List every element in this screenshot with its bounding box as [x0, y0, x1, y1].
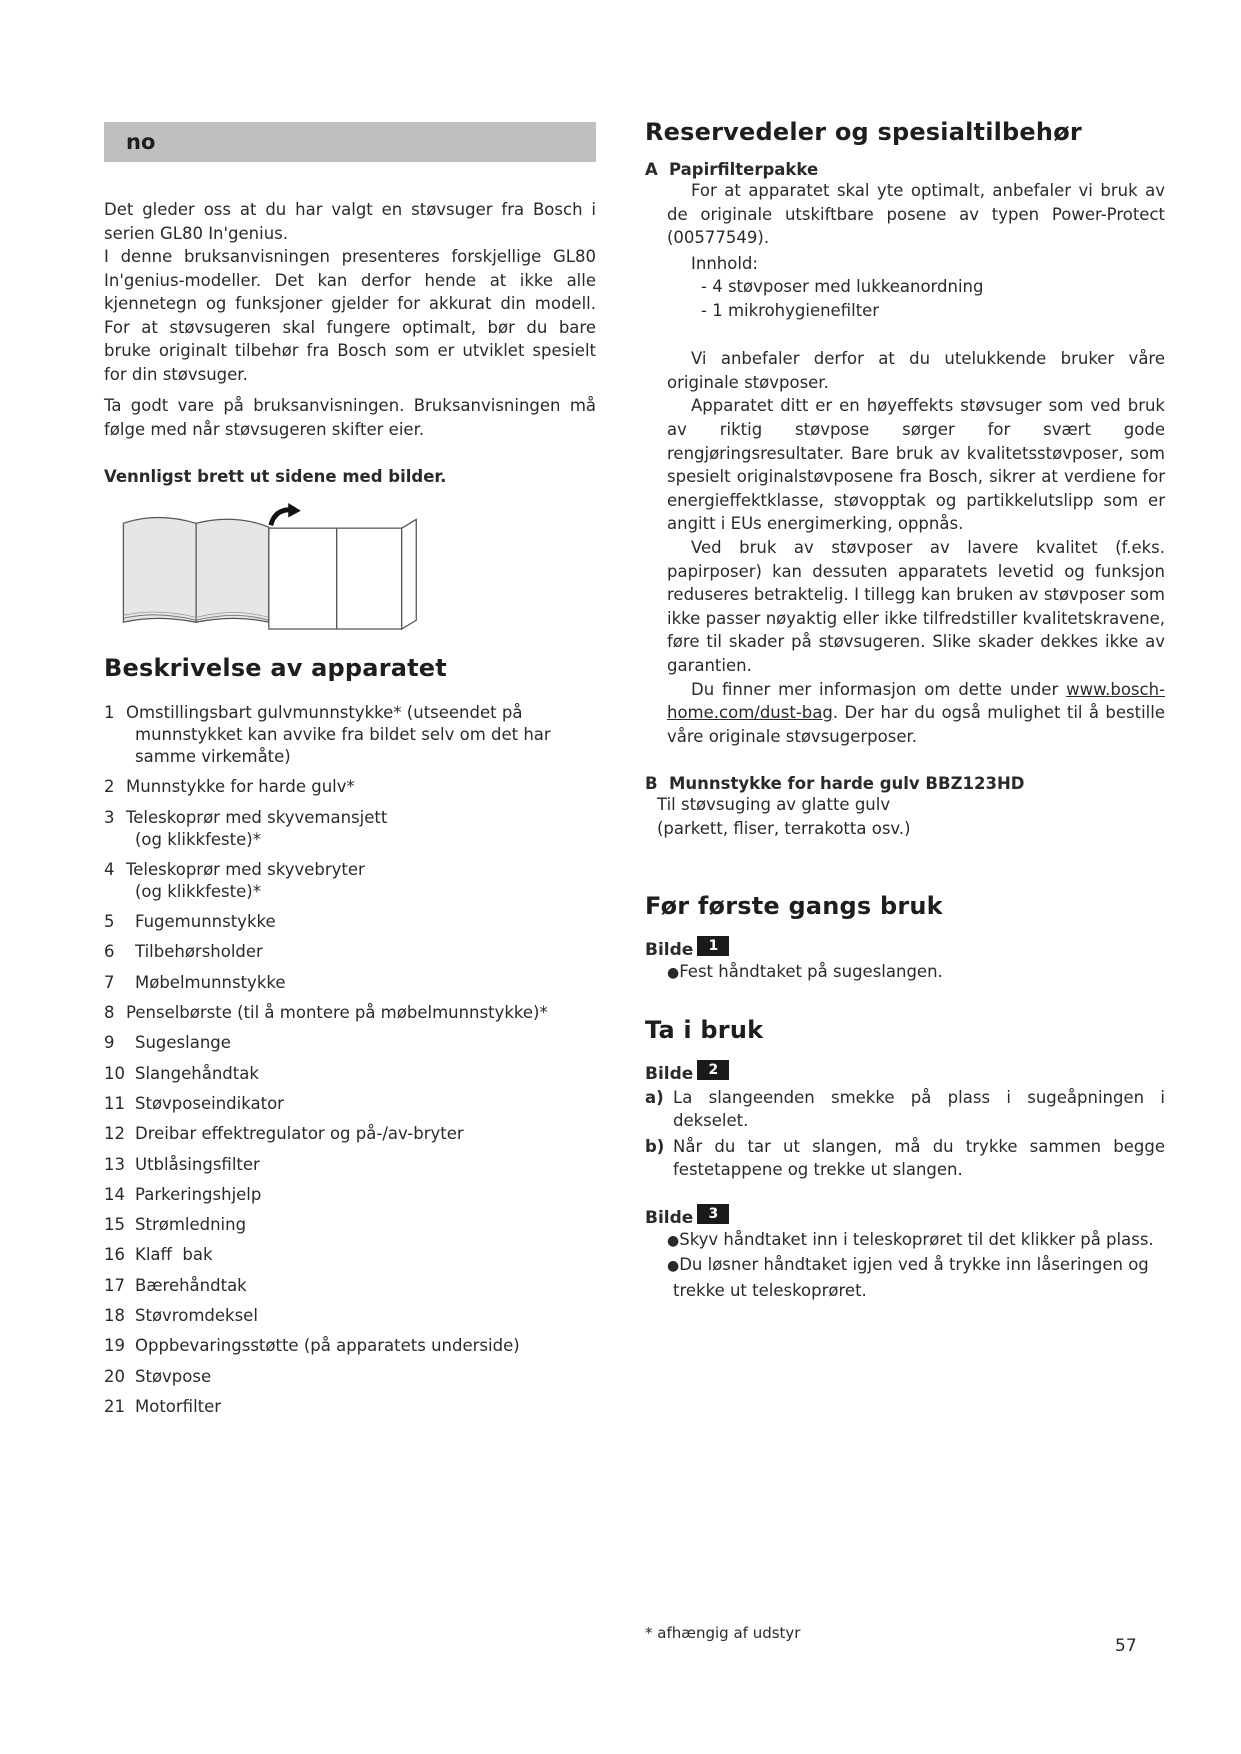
section-b-line: Til støvsuging av glatte gulv: [657, 795, 891, 815]
content-label: Innhold:: [691, 253, 758, 273]
step-item: b) Når du tar ut slangen, må du trykke sammen begge festetappene og trekke ut slangen.: [645, 1136, 1165, 1180]
list-item: 14 Parkeringshjelp: [104, 1184, 262, 1204]
intro-paragraph: Det gleder oss at du har valgt en støvsuger fra Bosch i serien GL80 In'genius.: [104, 200, 596, 243]
figure-number-badge: 1: [697, 936, 729, 956]
language-code: no: [126, 130, 156, 154]
bullet-icon: ●: [667, 1232, 680, 1249]
list-item: 10 Slangehåndtak: [104, 1063, 259, 1083]
figure-reference: Bilde 1: [645, 936, 1165, 960]
figure-number-badge: 2: [697, 1060, 729, 1080]
figure-reference: Bilde 2: [645, 1060, 1165, 1084]
bullet-item: ●Fest håndtaket på sugeslangen.: [667, 962, 943, 982]
list-item: 1 Omstillingsbart gulvmunnstykke* (utseendet på munnstykket kan avvike fra bildet selv om det har samme virkemåte): [104, 703, 551, 766]
list-item: 5 Fugemunnstykke: [104, 912, 276, 932]
list-item: 12 Dreibar effektregulator og på-/av-bryter: [104, 1124, 464, 1144]
list-item: 17 Bærehåndtak: [104, 1275, 247, 1295]
left-column: [104, 122, 596, 1426]
step-item: a) La slangeenden smekke på plass i sugeåpningen i dekselet.: [645, 1087, 1165, 1131]
language-header-bar: [104, 122, 596, 162]
parts-list: [104, 702, 596, 1418]
list-item: 20 Støvpose: [104, 1366, 212, 1386]
fold-out-pages-illustration: [104, 500, 424, 630]
right-column: [645, 118, 1165, 1302]
curved-arrow-icon: [271, 503, 301, 525]
paragraph: For at apparatet skal yte optimalt, anbefaler vi bruk av de originale utskiftbare posene av typen Power-Protect (00577549).: [667, 181, 1165, 248]
paragraph: Ved bruk av støvposer av lavere kvalitet (f.eks. papirposer) kan dessuten apparatets levetid og funksjon reduseres betraktelig. I tillegg kan bruken av støvposer som ikke passer nøyaktig eller ikke tilfredstiller kvalitetskravene, føre til skader på støvsugeren. Slike skader dekkes ikke av garantien.: [667, 538, 1165, 675]
spare-parts-title: Reservedeler og spesialtilbehør: [645, 118, 1082, 146]
list-item: 9 Sugeslange: [104, 1033, 231, 1053]
dust-bag-link[interactable]: www.bosch-home.com/dust-bag: [667, 679, 1166, 723]
paragraph: Vi anbefaler derfor at du utelukkende bruker våre originale støvposer.: [667, 349, 1165, 392]
list-item: 8 Penselbørste (til å montere på møbelmunnstykke)*: [104, 1003, 548, 1023]
intro-paragraph: I denne bruksanvisningen presenteres forskjellige GL80 In'genius-modeller. Det kan derfor hende at ikke alle kjennetegn og funksjoner gjelder for akkurat din modell. For at støvsugeren skal fungere optimalt, bør du bare bruke originalt tilbehør fra Bosch som er utviklet spesielt for din støvsuger.: [104, 247, 596, 384]
usage-title: Ta i bruk: [645, 1015, 764, 1044]
paragraph: Du finner mer informasjon om dette under www.bosch-home.com/dust-bag. Der har du også mulighet til å bestille våre originale støvsugerposer.: [667, 679, 1166, 746]
content-item: - 1 mikrohygienefilter: [701, 301, 880, 321]
bullet-icon: ●: [667, 965, 680, 982]
section-b-line: (parkett, fliser, terrakotta osv.): [657, 818, 911, 838]
list-item: 11 Støvposeindikator: [104, 1093, 284, 1113]
footnote: * afhængig af udstyr: [645, 1624, 801, 1642]
list-item: 4 Teleskoprør med skyvebryter (og klikkfeste)*: [104, 859, 365, 901]
list-item: 21 Motorfilter: [104, 1396, 222, 1416]
list-item: 15 Strømledning: [104, 1215, 247, 1235]
list-item: 6 Tilbehørsholder: [104, 942, 263, 962]
content-item: - 4 støvposer med lukkeanordning: [701, 277, 984, 297]
figure-number-badge: 3: [697, 1204, 729, 1224]
intro-paragraph: Ta godt vare på bruksanvisningen. Bruksanvisningen må følge med når støvsugeren skifter eier.: [104, 396, 596, 439]
intro-section: [104, 198, 596, 486]
bullet-item: ●Skyv håndtaket inn i teleskoprøret til det klikker på plass.: [667, 1229, 1154, 1249]
list-item: 18 Støvromdeksel: [104, 1306, 258, 1326]
paragraph: Apparatet ditt er en høyeffekts støvsuger som ved bruk av riktig støvpose sørger for svært gode rengjøringsresultater. Bare bruk av kvalitetsstøvposer, som spesielt originalstøvposene fra Bosch, sikrer at verdiene for energieffektklasse, støvopptak og partikkelutslipp som er angitt i EUs energimerking, oppnås.: [667, 396, 1165, 534]
list-item: 19 Oppbevaringsstøtte (på apparatets underside): [104, 1336, 520, 1356]
section-a-heading: A Papirfilterpakke: [645, 160, 819, 179]
description-title: Beskrivelse av apparatet: [104, 654, 447, 682]
list-item: 16 Klaff bak: [104, 1245, 213, 1265]
list-item: 7 Møbelmunnstykke: [104, 972, 286, 992]
list-item: 3 Teleskoprør med skyvemansjett (og klikkfeste)*: [104, 807, 388, 849]
list-item: 2 Munnstykke for harde gulv*: [104, 777, 355, 797]
first-use-title: Før første gangs bruk: [645, 892, 943, 921]
bullet-icon: ●: [667, 1258, 680, 1275]
page-number: 57: [1115, 1636, 1137, 1656]
bullet-item: ●Du løsner håndtaket igjen ved å trykke inn låseringen og trekke ut teleskoprøret.: [667, 1255, 1149, 1300]
list-item: 13 Utblåsingsfilter: [104, 1154, 260, 1174]
section-a-body: [645, 179, 1165, 748]
section-b-heading: B Munnstykke for harde gulv BBZ123HD: [645, 774, 1025, 794]
fold-out-note: Vennligst brett ut sidene med bilder.: [104, 467, 447, 486]
figure-reference: Bilde 3: [645, 1204, 1165, 1228]
